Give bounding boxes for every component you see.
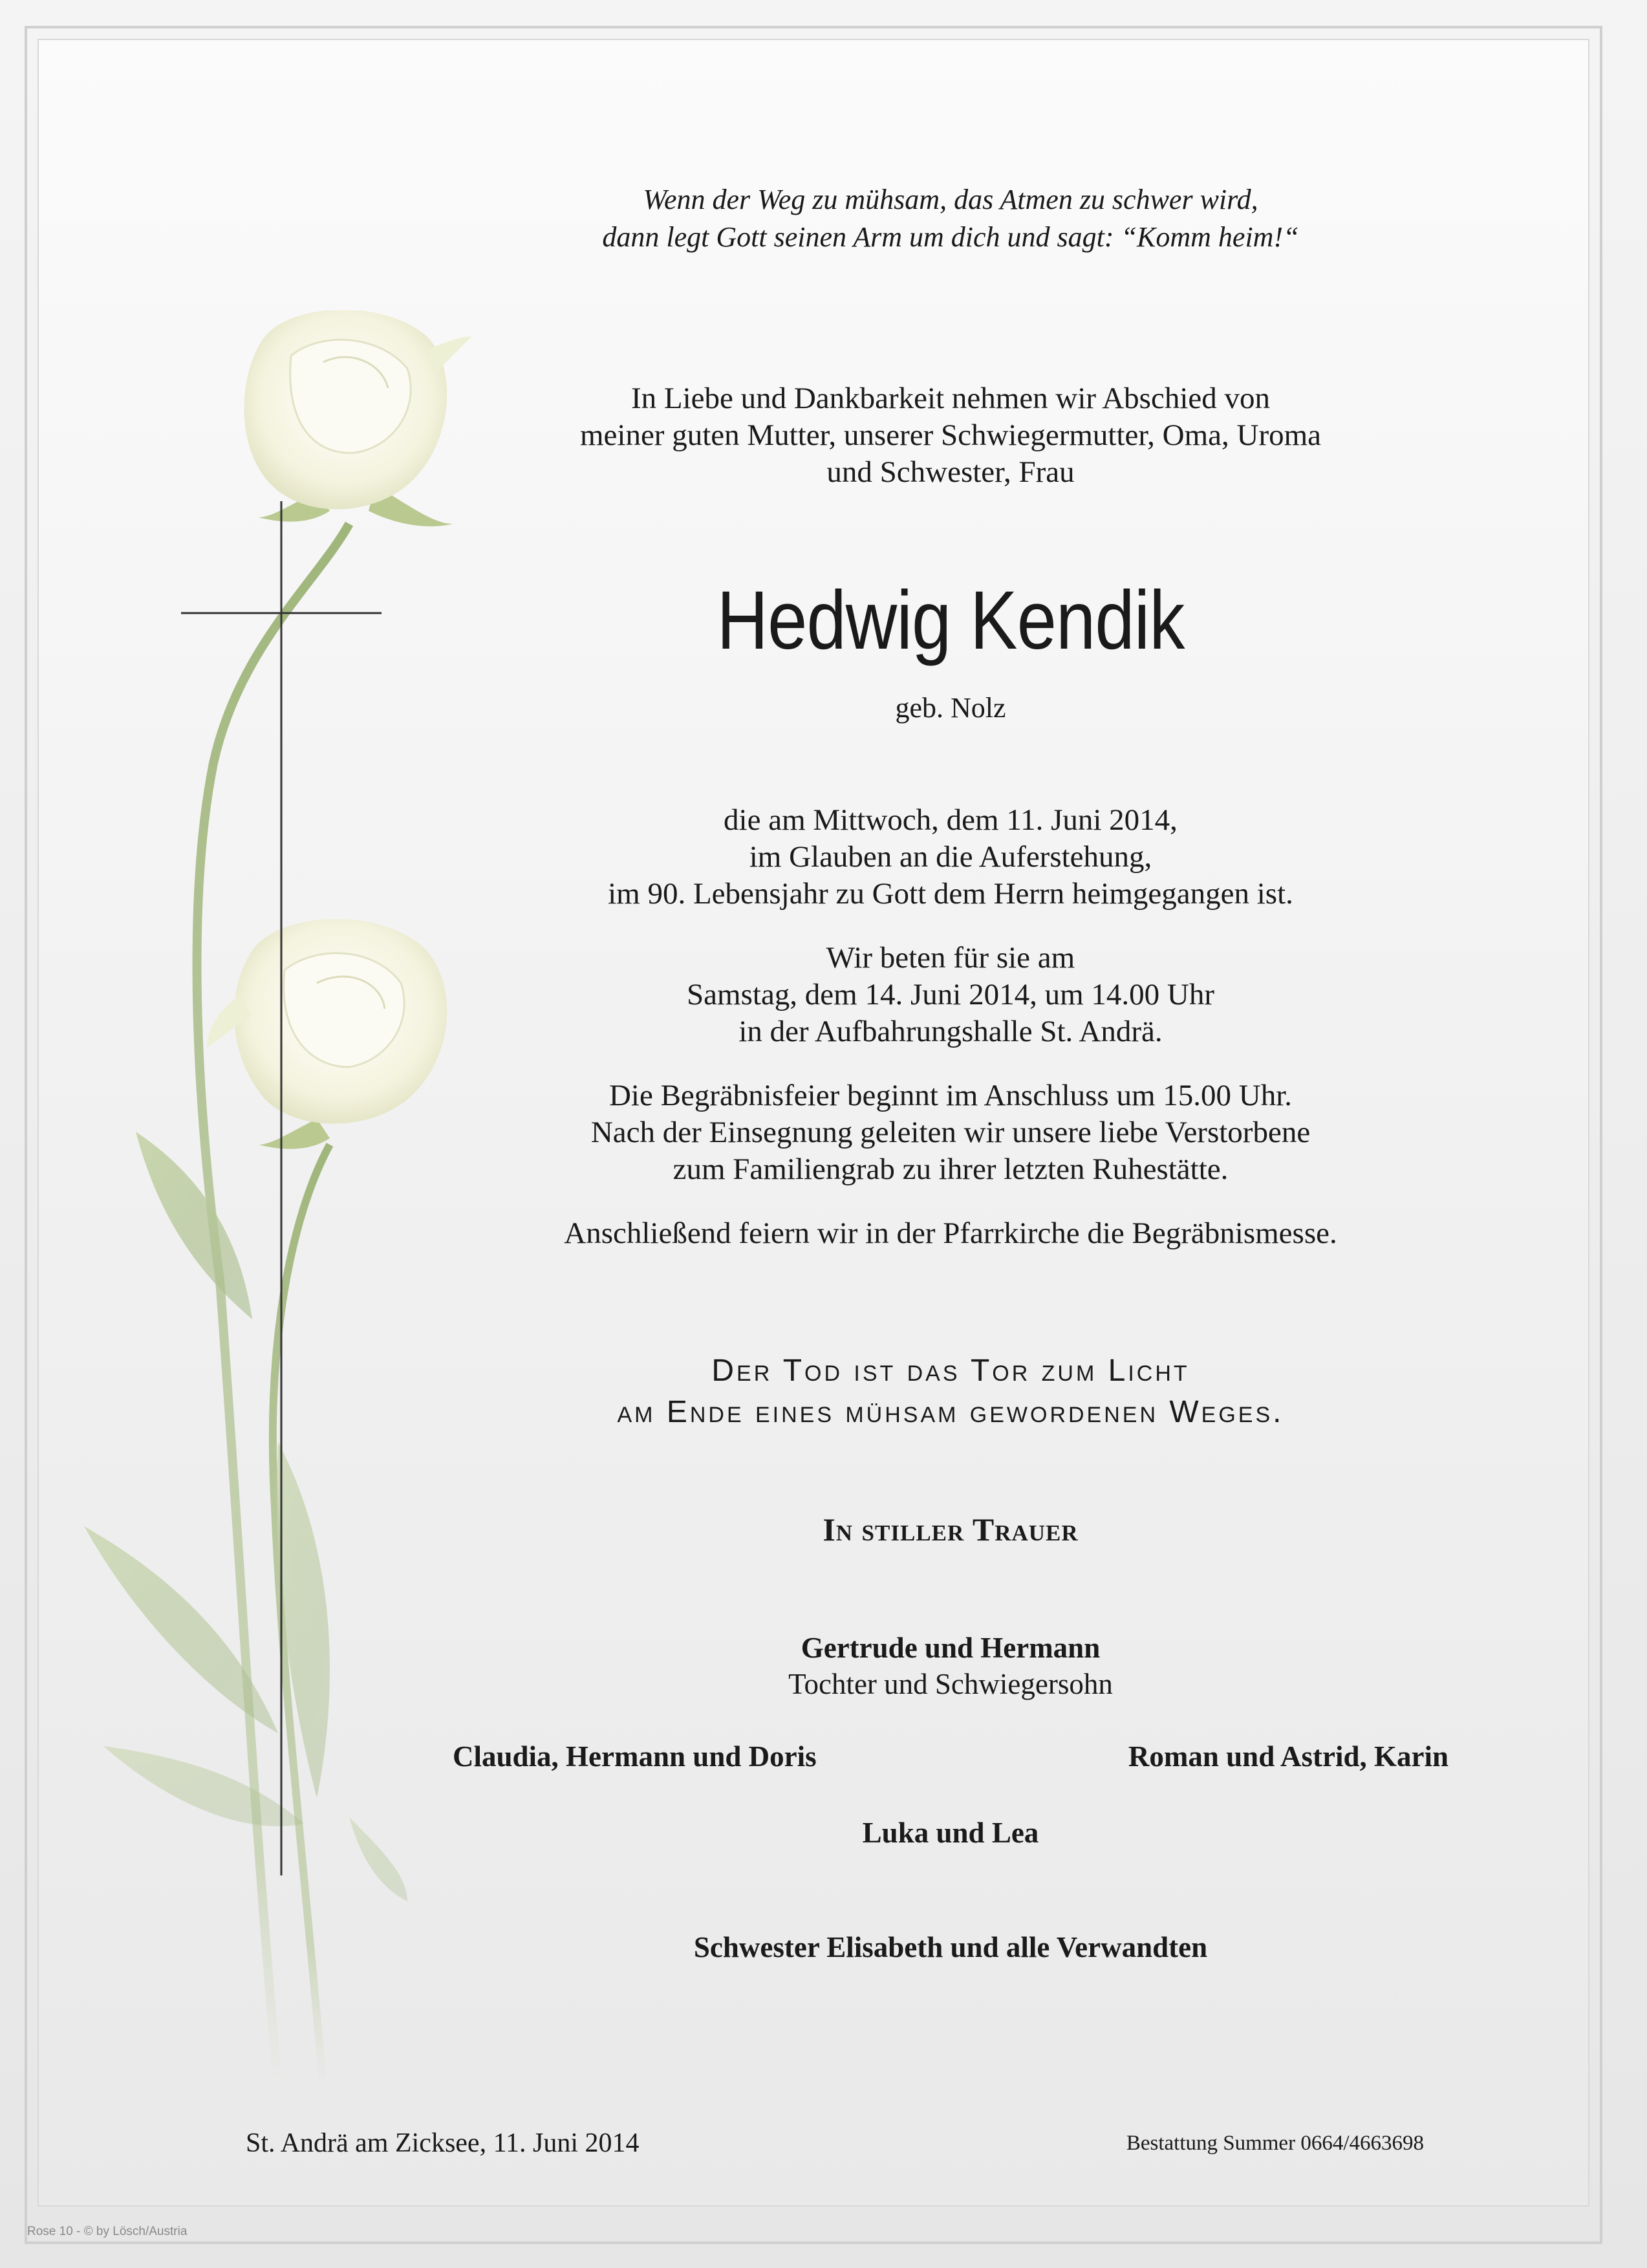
mass-paragraph: Anschließend feiern wir in der Pfarrkirche die Begräbnismesse.: [564, 1216, 1337, 1250]
deceased-name: Hedwig Kendik: [716, 574, 1185, 667]
grandchildren-right: Roman und Astrid, Karin: [1128, 1740, 1448, 1773]
rose-top: [244, 310, 473, 510]
funeral-line-2: Nach der Einsegnung geleiten wir unsere liebe Verstorbene: [590, 1116, 1311, 1149]
white-rose-illustration: [45, 310, 498, 2121]
intro-line-3: und Schwester, Frau: [826, 455, 1075, 489]
motto: [491, 181, 1410, 256]
motto-line-2: dann legt Gott seinen Arm um dich und sagt: “Komm heim!“: [602, 221, 1299, 253]
death-line-1: die am Mittwoch, dem 11. Juni 2014,: [724, 803, 1178, 837]
intro-line-1: In Liebe und Dankbarkeit nehmen wir Abschied von: [630, 382, 1271, 415]
funeral-paragraph: [491, 1077, 1410, 1188]
children-relation: Tochter und Schwiegersohn: [788, 1668, 1113, 1700]
children-names: Gertrude und Hermann: [801, 1632, 1101, 1664]
death-paragraph: [491, 802, 1410, 913]
grandchildren-left: Claudia, Hermann und Doris: [453, 1740, 817, 1773]
quote-line-1: Der Tod ist das Tor zum Licht: [711, 1354, 1190, 1388]
funeral-line-3: zum Familiengrab zu ihrer letzten Ruhestätte.: [673, 1152, 1229, 1186]
prayer-line-2: Samstag, dem 14. Juni 2014, um 14.00 Uhr: [687, 978, 1214, 1011]
great-grandchildren: Luka und Lea: [862, 1817, 1039, 1849]
service-details: [491, 802, 1410, 1279]
undertaker-contact: Bestattung Summer 0664/4663698: [1126, 2132, 1424, 2155]
death-line-2: im Glauben an die Auferstehung,: [749, 840, 1152, 874]
prayer-line-1: Wir beten für sie am: [826, 941, 1075, 975]
maiden-name: geb. Nolz: [895, 692, 1006, 724]
rose-bottom: [207, 919, 447, 1123]
prayer-paragraph: [491, 940, 1410, 1050]
death-line-3: im 90. Lebensjahr zu Gott dem Herrn heimgegangen ist.: [608, 877, 1293, 911]
quote-line-2: am Ende eines mühsam gewordenen Weges.: [617, 1395, 1284, 1429]
image-credit: Rose 10 - © by Lösch/Austria: [27, 2225, 188, 2238]
closing-quote: [491, 1350, 1410, 1433]
other-relatives: Schwester Elisabeth und alle Verwandten: [693, 1931, 1208, 1963]
family-children: [491, 1630, 1410, 1702]
motto-line-1: Wenn der Weg zu mühsam, das Atmen zu schwer wird,: [643, 184, 1258, 215]
mourning-heading: In stiller Trauer: [823, 1511, 1079, 1548]
prayer-line-3: in der Aufbahrungshalle St. Andrä.: [738, 1015, 1163, 1048]
intro-text: [491, 380, 1410, 491]
intro-line-2: meiner guten Mutter, unserer Schwiegermutter, Oma, Uroma: [579, 418, 1322, 452]
funeral-line-1: Die Begräbnisfeier beginnt im Anschluss um 15.00 Uhr.: [608, 1079, 1293, 1112]
place-date: St. Andrä am Zicksee, 11. Juni 2014: [246, 2128, 640, 2158]
